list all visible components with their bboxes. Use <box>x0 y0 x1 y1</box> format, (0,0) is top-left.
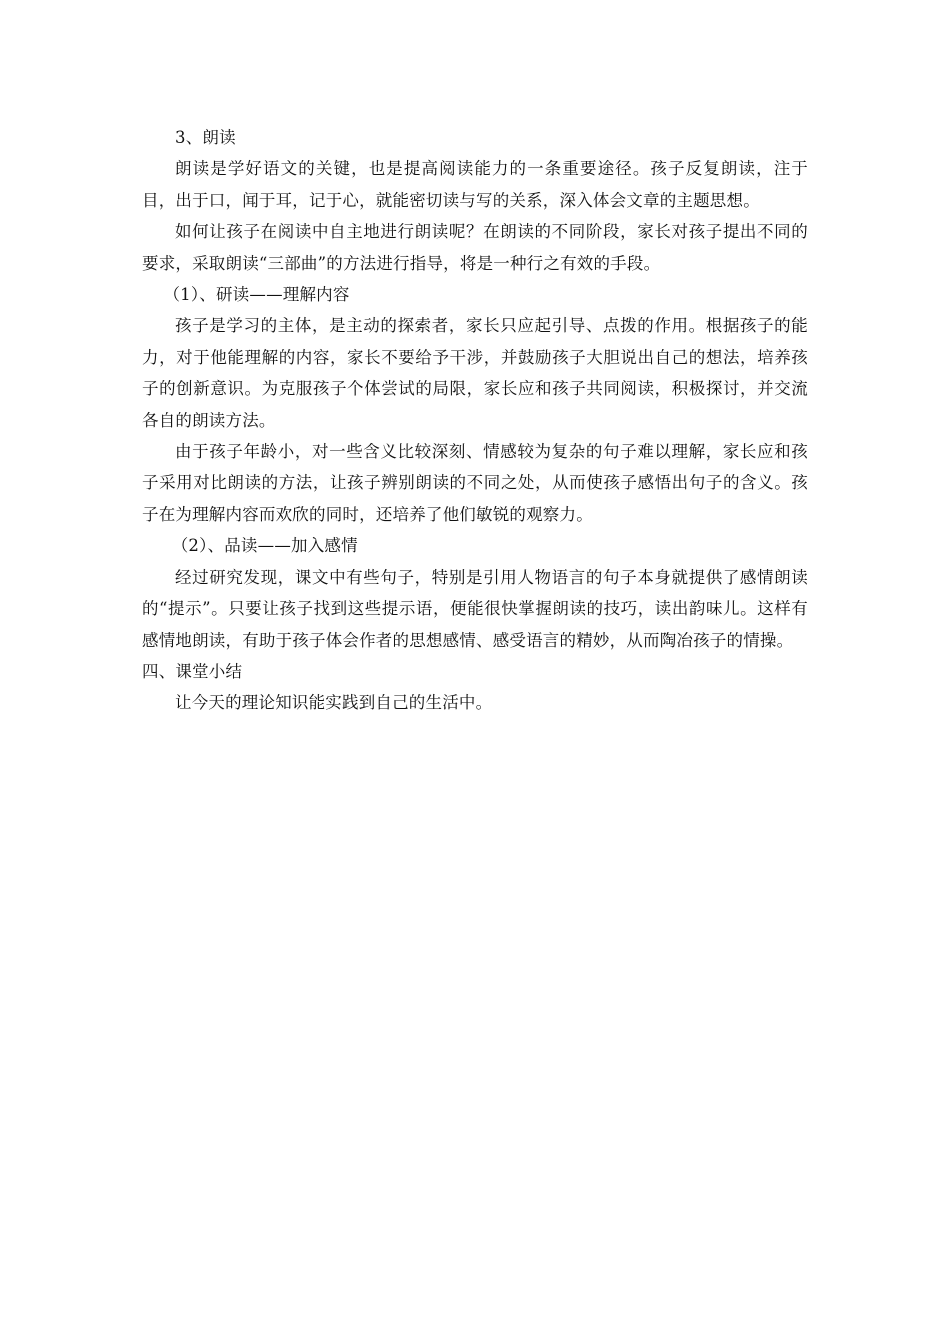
section-4-heading: 四、课堂小结 <box>142 661 243 681</box>
document-body <box>142 122 808 719</box>
paragraph-1: 朗读是学好语文的关键，也是提高阅读能力的一条重要途径。孩子反复朗读，注于目，出于口，闻于耳，记于心，就能密切读与写的关系，深入体会文章的主题思想。 <box>142 159 808 210</box>
paragraph-3: 孩子是学习的主体，是主动的探索者，家长只应起引导、点拨的作用。根据孩子的能力，对于他能理解的内容，家长不要给予干涉，并鼓励孩子大胆说出自己的想法，培养孩子的创新意识。为克服孩子个体尝试的局限，家长应和孩子共同阅读，积极探讨，并交流各自的朗读方法。 <box>142 316 808 430</box>
paragraph-4: 由于孩子年龄小，对一些含义比较深刻、情感较为复杂的句子难以理解，家长应和孩子采用对比朗读的方法，让孩子辨别朗读的不同之处，从而使孩子感悟出句子的含义。孩子在为理解内容而欢欣的同时，还培养了他们敏锐的观察力。 <box>142 442 808 524</box>
paragraph-6: 让今天的理论知识能实践到自己的生活中。 <box>175 693 493 713</box>
subsection-2-heading: （2）、品读——加入感情 <box>171 536 358 556</box>
section-3-heading: 3、朗读 <box>175 128 236 147</box>
subsection-1-heading: （1）、研读——理解内容 <box>163 285 350 305</box>
paragraph-2: 如何让孩子在阅读中自主地进行朗读呢？在朗读的不同阶段，家长对孩子提出不同的要求，采取朗读“三部曲”的方法进行指导，将是一种行之有效的手段。 <box>142 222 808 273</box>
paragraph-5: 经过研究发现，课文中有些句子，特别是引用人物语言的句子本身就提供了感情朗读的“提示”。只要让孩子找到这些提示语，便能很快掌握朗读的技巧，读出韵味儿。这样有感情地朗读，有助于孩子体会作者的思想感情、感受语言的精妙，从而陶冶孩子的情操。 <box>142 567 808 650</box>
